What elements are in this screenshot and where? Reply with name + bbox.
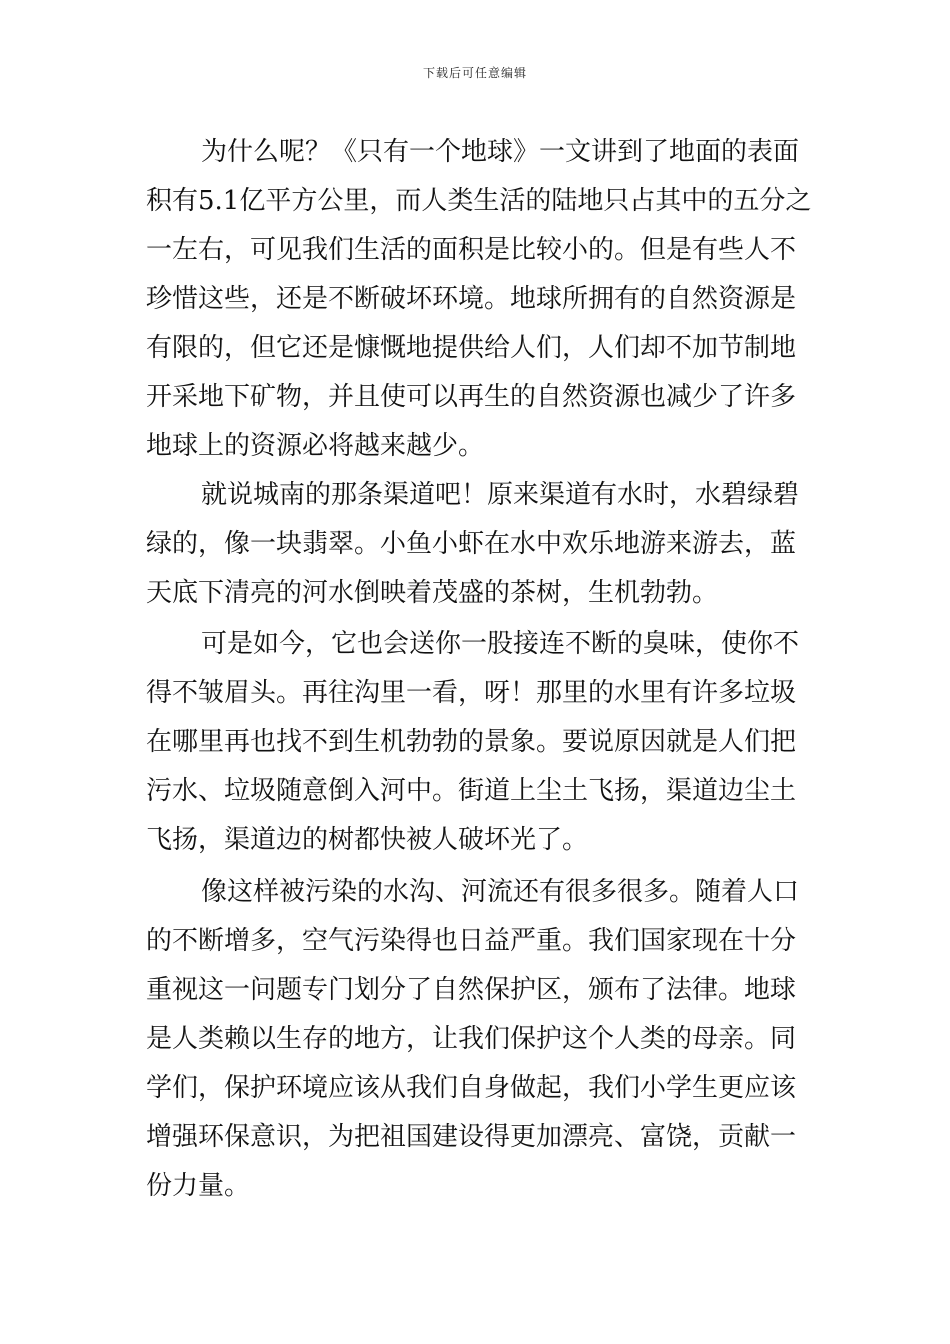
text-line: 得不皱眉头。再往沟里一看，呀！那里的水里有许多垃圾: [146, 678, 797, 708]
text-line: 珍惜这些，还是不断破坏环境。地球所拥有的自然资源是: [146, 284, 797, 314]
text-line: 积有5.1亿平方公里，而人类生活的陆地只占其中的五分之: [146, 186, 812, 216]
page-header: 下载后可任意编辑: [422, 66, 527, 80]
text-line: 一左右，可见我们生活的面积是比较小的。但是有些人不: [146, 235, 797, 265]
text-line: 污水、垃圾随意倒入河中。街道上尘土飞扬，渠道边尘土: [146, 776, 797, 806]
text-line: 为什么呢？《只有一个地球》一文讲到了地面的表面: [201, 137, 800, 167]
text-line: 飞扬，渠道边的树都快被人破坏光了。: [146, 825, 589, 855]
text-line: 开采地下矿物，并且使可以再生的自然资源也减少了许多: [146, 382, 797, 412]
text-line: 就说城南的那条渠道吧！原来渠道有水时，水碧绿碧: [201, 480, 800, 510]
text-line: 有限的，但它还是慷慨地提供给人们，人们却不加节制地: [146, 333, 797, 363]
text-line: 重视这一问题专门划分了自然保护区，颁布了法律。地球: [146, 975, 797, 1005]
text-line: 在哪里再也找不到生机勃勃的景象。要说原因就是人们把: [146, 727, 797, 757]
text-line: 份力量。: [146, 1171, 251, 1201]
text-line: 学们，保护环境应该从我们自身做起，我们小学生更应该: [146, 1073, 797, 1103]
text-line: 是人类赖以生存的地方，让我们保护这个人类的母亲。同: [146, 1024, 797, 1054]
text-line: 的不断增多，空气污染得也日益严重。我们国家现在十分: [146, 926, 797, 956]
text-line: 像这样被污染的水沟、河流还有很多很多。随着人口: [201, 877, 800, 907]
text-line: 增强环保意识，为把祖国建设得更加漂亮、富饶，贡献一: [146, 1122, 797, 1152]
text-line: 绿的，像一块翡翠。小鱼小虾在水中欢乐地游来游去，蓝: [146, 529, 797, 559]
text-line: 地球上的资源必将越来越少。: [146, 431, 485, 461]
text-line: 天底下清亮的河水倒映着茂盛的茶树，生机勃勃。: [146, 578, 719, 608]
text-line: 可是如今，它也会送你一股接连不断的臭味，使你不: [201, 629, 800, 659]
